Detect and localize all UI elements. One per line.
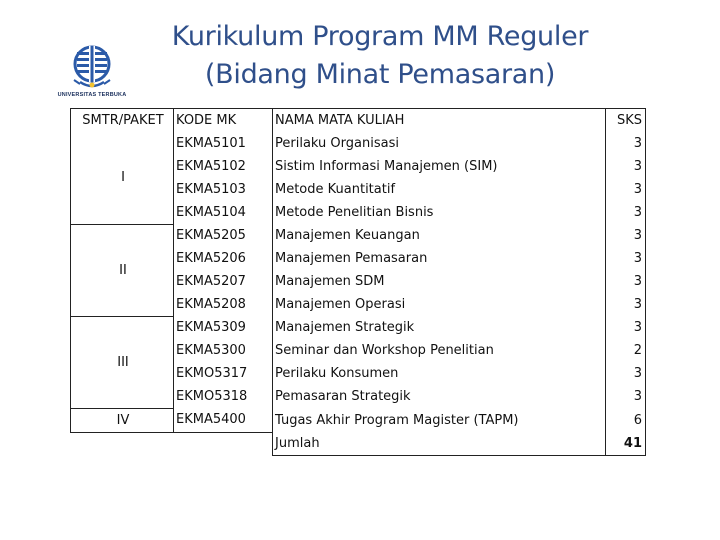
kode-cell: EKMA5205 [174, 224, 273, 247]
sks-cell: 3 [606, 293, 646, 316]
kode-cell: EKMA5300 [174, 339, 273, 362]
header-sks: SKS [606, 109, 646, 133]
nama-cell: Sistim Informasi Manajemen (SIM) [273, 155, 606, 178]
header-kode: KODE MK [174, 109, 273, 133]
curriculum-table [70, 108, 646, 456]
header-smtr: SMTR/PAKET [71, 109, 174, 133]
kode-cell: EKMA5207 [174, 270, 273, 293]
semester-cell-2: II [71, 224, 174, 316]
sks-cell: 3 [606, 247, 646, 270]
nama-cell: Manajemen Keuangan [273, 224, 606, 247]
sks-cell: 6 [606, 408, 646, 432]
semester-cell-4: IV [71, 408, 174, 432]
nama-cell: Manajemen Operasi [273, 293, 606, 316]
nama-cell: Perilaku Organisasi [273, 132, 606, 155]
semester-cell-3: III [71, 316, 174, 408]
table-row [71, 408, 646, 432]
nama-cell: Seminar dan Workshop Penelitian [273, 339, 606, 362]
nama-cell: Manajemen Strategik [273, 316, 606, 339]
sks-cell: 3 [606, 178, 646, 201]
kode-cell: EKMA5101 [174, 132, 273, 155]
sks-cell: 3 [606, 385, 646, 408]
kode-cell: EKMO5318 [174, 385, 273, 408]
nama-cell: Metode Penelitian Bisnis [273, 201, 606, 224]
total-sks: 41 [606, 432, 646, 456]
nama-cell: Pemasaran Strategik [273, 385, 606, 408]
sks-cell: 3 [606, 201, 646, 224]
sks-cell: 2 [606, 339, 646, 362]
table-header-row [71, 109, 646, 133]
kode-cell: EKMA5400 [174, 408, 273, 432]
kode-cell: EKMO5317 [174, 362, 273, 385]
sks-cell: 3 [606, 270, 646, 293]
kode-cell: EKMA5103 [174, 178, 273, 201]
header-nama: NAMA MATA KULIAH [273, 109, 606, 133]
table-row [71, 224, 646, 247]
nama-cell: Manajemen Pemasaran [273, 247, 606, 270]
title-line-2: (Bidang Minat Pemasaran) [204, 59, 556, 90]
nama-cell: Tugas Akhir Program Magister (TAPM) [275, 412, 519, 428]
logo-caption: UNIVERSITAS TERBUKA [57, 92, 127, 98]
kode-cell: EKMA5102 [174, 155, 273, 178]
kode-cell: EKMA5104 [174, 201, 273, 224]
table-row [71, 316, 646, 339]
total-row [71, 432, 646, 456]
nama-cell: Manajemen SDM [273, 270, 606, 293]
semester-cell-1: I [71, 132, 174, 224]
nama-cell: Perilaku Konsumen [273, 362, 606, 385]
page-title [150, 18, 610, 94]
total-label: Jumlah [273, 432, 606, 456]
sks-cell: 3 [606, 155, 646, 178]
sks-cell: 3 [606, 362, 646, 385]
sks-cell: 3 [606, 132, 646, 155]
kode-cell: EKMA5206 [174, 247, 273, 270]
kode-cell: EKMA5208 [174, 293, 273, 316]
table-row [71, 132, 646, 155]
sks-cell: 3 [606, 224, 646, 247]
sks-cell: 3 [606, 316, 646, 339]
kode-cell: EKMA5309 [174, 316, 273, 339]
nama-cell: Metode Kuantitatif [273, 178, 606, 201]
title-line-1: Kurikulum Program MM Reguler [171, 21, 589, 52]
